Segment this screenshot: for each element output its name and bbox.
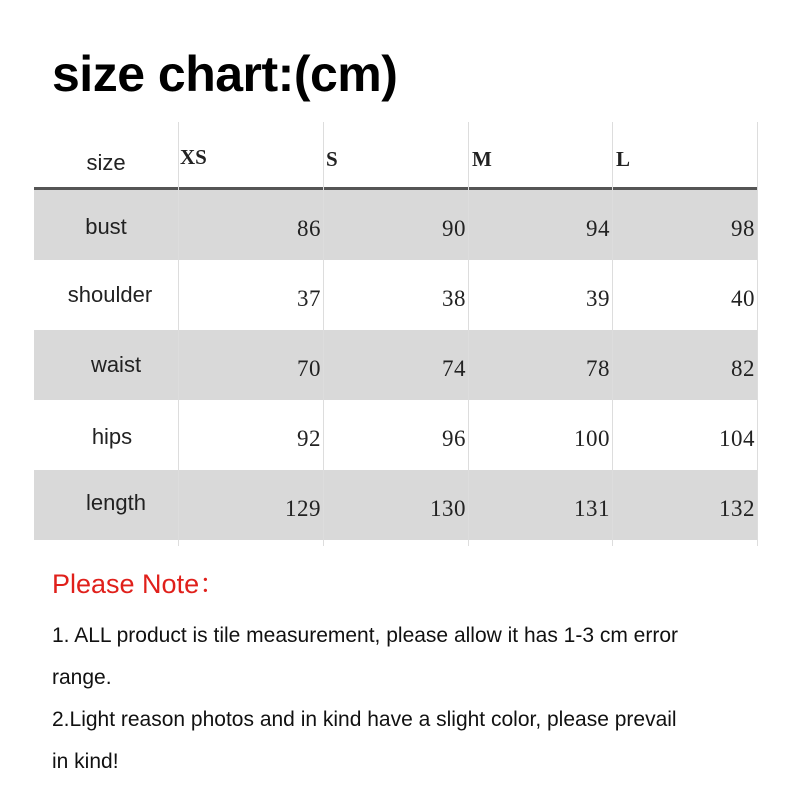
note-line-3: 2.Light reason photos and in kind have a slight color, please prevail xyxy=(52,708,677,731)
cell-value: 94 xyxy=(586,216,610,241)
cell-value: 86 xyxy=(297,216,321,241)
cell-value: 130 xyxy=(430,496,466,521)
column-divider xyxy=(468,122,469,546)
note-title: Please Note： xyxy=(52,569,227,599)
header-size-label: size xyxy=(86,150,126,175)
page-title: size chart:(cm) xyxy=(52,46,398,102)
cell-value: 40 xyxy=(731,286,755,311)
cell-value: 100 xyxy=(574,426,610,451)
cell-value: 98 xyxy=(731,216,755,241)
note-line-1: 1. ALL product is tile measurement, please allow it has 1-3 cm error xyxy=(52,624,679,647)
cell-value: 82 xyxy=(731,356,755,381)
row-label-shoulder: shoulder xyxy=(67,282,153,307)
column-divider xyxy=(612,122,613,546)
cell-value: 74 xyxy=(442,356,466,381)
size-chart-table xyxy=(34,122,758,546)
row-label-hips: hips xyxy=(91,424,133,449)
cell-value: 132 xyxy=(719,496,755,521)
cell-value: 92 xyxy=(297,426,321,451)
size-header-s: S xyxy=(326,146,338,171)
size-header-m: M xyxy=(472,146,492,171)
column-divider xyxy=(323,122,324,546)
cell-value: 104 xyxy=(719,426,755,451)
cell-value: 78 xyxy=(586,356,610,381)
cell-value: 96 xyxy=(442,426,466,451)
cell-value: 70 xyxy=(297,356,321,381)
cell-value: 37 xyxy=(297,286,321,311)
size-header-l: L xyxy=(616,146,631,171)
cell-value: 129 xyxy=(285,496,321,521)
row-label-length: length xyxy=(86,490,146,515)
row-label-waist: waist xyxy=(90,352,142,377)
cell-value: 39 xyxy=(586,286,610,311)
cell-value: 131 xyxy=(574,496,610,521)
note-line-4: in kind! xyxy=(52,750,119,773)
cell-value: 90 xyxy=(442,216,466,241)
row-label-bust: bust xyxy=(85,214,127,239)
note-line-2: range. xyxy=(52,666,112,689)
cell-value: 38 xyxy=(442,286,466,311)
column-divider xyxy=(757,122,758,546)
size-header-xs: XS xyxy=(180,144,207,169)
